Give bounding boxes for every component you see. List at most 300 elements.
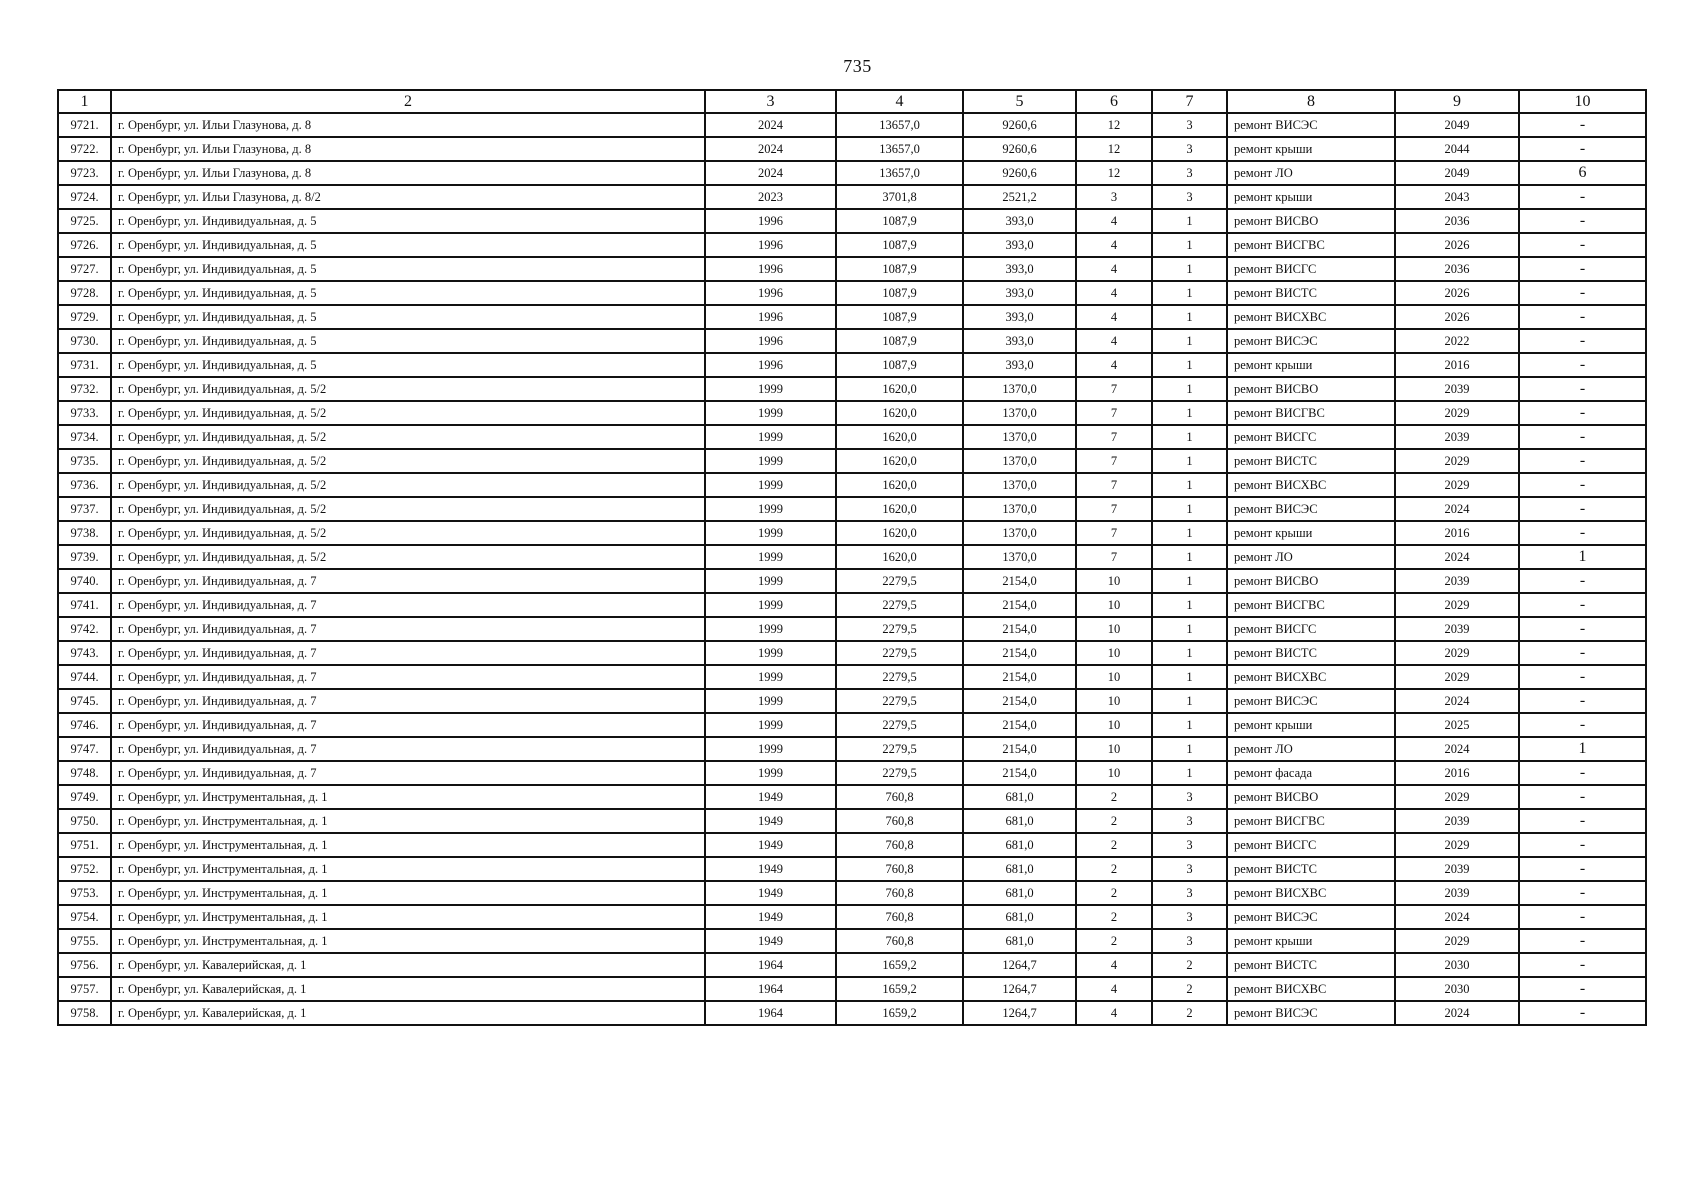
- cell-value: -: [1519, 113, 1646, 137]
- cell-value: -: [1519, 593, 1646, 617]
- cell-row-number: 9730.: [58, 329, 111, 353]
- cell-floors: 10: [1076, 737, 1152, 761]
- cell-address: г. Оренбург, ул. Индивидуальная, д. 5/2: [111, 521, 705, 545]
- cell-living-area: 393,0: [963, 329, 1076, 353]
- cell-row-number: 9724.: [58, 185, 111, 209]
- cell-work-type: ремонт крыши: [1227, 713, 1395, 737]
- cell-planned-year: 2039: [1395, 377, 1519, 401]
- cell-category: 1: [1152, 353, 1227, 377]
- cell-floors: 3: [1076, 185, 1152, 209]
- table-row: [58, 449, 1646, 473]
- cell-value: -: [1519, 305, 1646, 329]
- cell-row-number: 9740.: [58, 569, 111, 593]
- cell-total-area: 13657,0: [836, 113, 963, 137]
- cell-planned-year: 2024: [1395, 497, 1519, 521]
- cell-planned-year: 2044: [1395, 137, 1519, 161]
- cell-row-number: 9733.: [58, 401, 111, 425]
- cell-row-number: 9757.: [58, 977, 111, 1001]
- cell-living-area: 393,0: [963, 233, 1076, 257]
- table-row: [58, 329, 1646, 353]
- cell-year-built: 2023: [705, 185, 836, 209]
- cell-year-built: 1949: [705, 833, 836, 857]
- cell-floors: 2: [1076, 929, 1152, 953]
- table-row: [58, 281, 1646, 305]
- cell-address: г. Оренбург, ул. Индивидуальная, д. 5: [111, 305, 705, 329]
- cell-row-number: 9750.: [58, 809, 111, 833]
- cell-row-number: 9729.: [58, 305, 111, 329]
- cell-work-type: ремонт крыши: [1227, 185, 1395, 209]
- cell-floors: 2: [1076, 857, 1152, 881]
- cell-total-area: 1087,9: [836, 353, 963, 377]
- col-header: 3: [705, 90, 836, 113]
- cell-year-built: 1996: [705, 353, 836, 377]
- cell-category: 1: [1152, 449, 1227, 473]
- cell-year-built: 1996: [705, 305, 836, 329]
- cell-total-area: 760,8: [836, 809, 963, 833]
- table-row: [58, 953, 1646, 977]
- table-row: [58, 737, 1646, 761]
- cell-address: г. Оренбург, ул. Инструментальная, д. 1: [111, 857, 705, 881]
- table-row: [58, 569, 1646, 593]
- cell-row-number: 9737.: [58, 497, 111, 521]
- cell-address: г. Оренбург, ул. Инструментальная, д. 1: [111, 905, 705, 929]
- col-header: 6: [1076, 90, 1152, 113]
- cell-row-number: 9725.: [58, 209, 111, 233]
- cell-category: 1: [1152, 425, 1227, 449]
- cell-work-type: ремонт ВИСГВС: [1227, 401, 1395, 425]
- table-row: [58, 521, 1646, 545]
- cell-address: г. Оренбург, ул. Ильи Глазунова, д. 8: [111, 113, 705, 137]
- cell-living-area: 681,0: [963, 833, 1076, 857]
- cell-address: г. Оренбург, ул. Индивидуальная, д. 5/2: [111, 497, 705, 521]
- cell-address: г. Оренбург, ул. Ильи Глазунова, д. 8/2: [111, 185, 705, 209]
- cell-category: 1: [1152, 257, 1227, 281]
- cell-living-area: 681,0: [963, 785, 1076, 809]
- cell-value: -: [1519, 521, 1646, 545]
- cell-floors: 10: [1076, 689, 1152, 713]
- table-row: [58, 833, 1646, 857]
- cell-category: 2: [1152, 977, 1227, 1001]
- cell-value: -: [1519, 401, 1646, 425]
- cell-year-built: 2024: [705, 161, 836, 185]
- cell-floors: 4: [1076, 977, 1152, 1001]
- cell-value: -: [1519, 833, 1646, 857]
- cell-planned-year: 2036: [1395, 209, 1519, 233]
- cell-row-number: 9743.: [58, 641, 111, 665]
- table-row: [58, 497, 1646, 521]
- cell-category: 1: [1152, 281, 1227, 305]
- cell-address: г. Оренбург, ул. Инструментальная, д. 1: [111, 881, 705, 905]
- cell-work-type: ремонт крыши: [1227, 929, 1395, 953]
- cell-value: -: [1519, 953, 1646, 977]
- cell-value: -: [1519, 329, 1646, 353]
- cell-total-area: 1620,0: [836, 545, 963, 569]
- table-row: [58, 857, 1646, 881]
- cell-floors: 10: [1076, 713, 1152, 737]
- table-row: [58, 785, 1646, 809]
- cell-floors: 10: [1076, 665, 1152, 689]
- cell-planned-year: 2026: [1395, 305, 1519, 329]
- cell-total-area: 1087,9: [836, 305, 963, 329]
- cell-floors: 4: [1076, 209, 1152, 233]
- cell-year-built: 1996: [705, 329, 836, 353]
- table-row: [58, 1001, 1646, 1025]
- cell-year-built: 1999: [705, 761, 836, 785]
- cell-living-area: 2154,0: [963, 641, 1076, 665]
- cell-floors: 10: [1076, 641, 1152, 665]
- cell-living-area: 1370,0: [963, 401, 1076, 425]
- cell-total-area: 2279,5: [836, 713, 963, 737]
- cell-row-number: 9746.: [58, 713, 111, 737]
- cell-category: 1: [1152, 761, 1227, 785]
- cell-work-type: ремонт ВИСВО: [1227, 209, 1395, 233]
- cell-planned-year: 2029: [1395, 665, 1519, 689]
- cell-category: 1: [1152, 641, 1227, 665]
- cell-category: 1: [1152, 233, 1227, 257]
- cell-work-type: ремонт ВИСЭС: [1227, 113, 1395, 137]
- cell-address: г. Оренбург, ул. Индивидуальная, д. 7: [111, 569, 705, 593]
- cell-floors: 2: [1076, 809, 1152, 833]
- cell-planned-year: 2029: [1395, 473, 1519, 497]
- cell-living-area: 1370,0: [963, 377, 1076, 401]
- cell-living-area: 681,0: [963, 929, 1076, 953]
- cell-value: -: [1519, 785, 1646, 809]
- cell-floors: 10: [1076, 569, 1152, 593]
- cell-floors: 7: [1076, 425, 1152, 449]
- cell-total-area: 2279,5: [836, 593, 963, 617]
- cell-floors: 7: [1076, 401, 1152, 425]
- cell-year-built: 1996: [705, 233, 836, 257]
- cell-value: -: [1519, 425, 1646, 449]
- cell-row-number: 9749.: [58, 785, 111, 809]
- cell-value: -: [1519, 809, 1646, 833]
- cell-row-number: 9752.: [58, 857, 111, 881]
- table-row: [58, 257, 1646, 281]
- cell-work-type: ремонт ВИСТС: [1227, 449, 1395, 473]
- cell-planned-year: 2025: [1395, 713, 1519, 737]
- cell-category: 1: [1152, 377, 1227, 401]
- cell-work-type: ремонт ВИСТС: [1227, 641, 1395, 665]
- cell-row-number: 9723.: [58, 161, 111, 185]
- cell-category: 1: [1152, 617, 1227, 641]
- cell-year-built: 1999: [705, 449, 836, 473]
- header-row: [58, 90, 1646, 113]
- cell-total-area: 1087,9: [836, 257, 963, 281]
- cell-total-area: 1087,9: [836, 233, 963, 257]
- table-row: [58, 929, 1646, 953]
- cell-planned-year: 2029: [1395, 401, 1519, 425]
- cell-value: -: [1519, 713, 1646, 737]
- cell-category: 1: [1152, 497, 1227, 521]
- cell-category: 1: [1152, 689, 1227, 713]
- cell-category: 1: [1152, 209, 1227, 233]
- cell-category: 1: [1152, 545, 1227, 569]
- table-row: [58, 473, 1646, 497]
- cell-planned-year: 2029: [1395, 641, 1519, 665]
- cell-category: 1: [1152, 473, 1227, 497]
- cell-value: -: [1519, 665, 1646, 689]
- cell-total-area: 760,8: [836, 929, 963, 953]
- cell-year-built: 1999: [705, 425, 836, 449]
- cell-year-built: 1964: [705, 1001, 836, 1025]
- cell-address: г. Оренбург, ул. Индивидуальная, д. 7: [111, 641, 705, 665]
- cell-value: -: [1519, 617, 1646, 641]
- cell-floors: 12: [1076, 137, 1152, 161]
- cell-category: 1: [1152, 665, 1227, 689]
- cell-floors: 4: [1076, 353, 1152, 377]
- cell-planned-year: 2039: [1395, 881, 1519, 905]
- cell-address: г. Оренбург, ул. Индивидуальная, д. 5: [111, 257, 705, 281]
- cell-address: г. Оренбург, ул. Индивидуальная, д. 7: [111, 689, 705, 713]
- cell-year-built: 1964: [705, 953, 836, 977]
- cell-year-built: 1999: [705, 401, 836, 425]
- cell-address: г. Оренбург, ул. Индивидуальная, д. 5: [111, 329, 705, 353]
- cell-work-type: ремонт ВИСХВС: [1227, 881, 1395, 905]
- cell-address: г. Оренбург, ул. Индивидуальная, д. 5/2: [111, 425, 705, 449]
- cell-row-number: 9755.: [58, 929, 111, 953]
- cell-work-type: ремонт ВИСЭС: [1227, 329, 1395, 353]
- cell-living-area: 681,0: [963, 857, 1076, 881]
- cell-floors: 4: [1076, 305, 1152, 329]
- col-header: 5: [963, 90, 1076, 113]
- cell-floors: 2: [1076, 905, 1152, 929]
- cell-row-number: 9731.: [58, 353, 111, 377]
- cell-planned-year: 2026: [1395, 281, 1519, 305]
- cell-year-built: 1996: [705, 257, 836, 281]
- cell-total-area: 1659,2: [836, 953, 963, 977]
- cell-living-area: 1264,7: [963, 1001, 1076, 1025]
- cell-work-type: ремонт крыши: [1227, 521, 1395, 545]
- cell-address: г. Оренбург, ул. Инструментальная, д. 1: [111, 809, 705, 833]
- cell-total-area: 3701,8: [836, 185, 963, 209]
- cell-floors: 10: [1076, 617, 1152, 641]
- cell-floors: 7: [1076, 473, 1152, 497]
- cell-address: г. Оренбург, ул. Индивидуальная, д. 7: [111, 617, 705, 641]
- cell-row-number: 9739.: [58, 545, 111, 569]
- cell-year-built: 1964: [705, 977, 836, 1001]
- cell-row-number: 9738.: [58, 521, 111, 545]
- cell-year-built: 2024: [705, 137, 836, 161]
- cell-work-type: ремонт крыши: [1227, 353, 1395, 377]
- cell-row-number: 9756.: [58, 953, 111, 977]
- cell-work-type: ремонт ВИСГС: [1227, 425, 1395, 449]
- cell-value: 1: [1519, 737, 1646, 761]
- cell-total-area: 1087,9: [836, 209, 963, 233]
- cell-row-number: 9727.: [58, 257, 111, 281]
- cell-value: -: [1519, 905, 1646, 929]
- cell-work-type: ремонт ВИСВО: [1227, 377, 1395, 401]
- cell-floors: 4: [1076, 329, 1152, 353]
- cell-address: г. Оренбург, ул. Индивидуальная, д. 5: [111, 281, 705, 305]
- cell-planned-year: 2016: [1395, 761, 1519, 785]
- cell-living-area: 681,0: [963, 881, 1076, 905]
- cell-planned-year: 2024: [1395, 737, 1519, 761]
- table-row: [58, 977, 1646, 1001]
- cell-planned-year: 2024: [1395, 1001, 1519, 1025]
- cell-category: 3: [1152, 185, 1227, 209]
- cell-category: 1: [1152, 593, 1227, 617]
- cell-year-built: 1949: [705, 785, 836, 809]
- cell-work-type: ремонт ВИСГВС: [1227, 809, 1395, 833]
- cell-work-type: ремонт ВИСХВС: [1227, 473, 1395, 497]
- cell-total-area: 760,8: [836, 905, 963, 929]
- cell-total-area: 13657,0: [836, 137, 963, 161]
- cell-work-type: ремонт ВИСТС: [1227, 857, 1395, 881]
- cell-year-built: 1999: [705, 497, 836, 521]
- cell-planned-year: 2030: [1395, 953, 1519, 977]
- cell-value: -: [1519, 881, 1646, 905]
- cell-category: 1: [1152, 521, 1227, 545]
- cell-planned-year: 2024: [1395, 545, 1519, 569]
- cell-planned-year: 2022: [1395, 329, 1519, 353]
- cell-value: -: [1519, 353, 1646, 377]
- cell-category: 1: [1152, 401, 1227, 425]
- cell-living-area: 1264,7: [963, 977, 1076, 1001]
- cell-work-type: ремонт ВИСВО: [1227, 785, 1395, 809]
- cell-address: г. Оренбург, ул. Индивидуальная, д. 5: [111, 353, 705, 377]
- cell-value: -: [1519, 449, 1646, 473]
- table-row: [58, 593, 1646, 617]
- cell-floors: 12: [1076, 161, 1152, 185]
- cell-floors: 7: [1076, 377, 1152, 401]
- cell-total-area: 1620,0: [836, 449, 963, 473]
- cell-work-type: ремонт ВИСГС: [1227, 833, 1395, 857]
- cell-year-built: 1996: [705, 209, 836, 233]
- cell-living-area: 393,0: [963, 305, 1076, 329]
- cell-total-area: 1620,0: [836, 473, 963, 497]
- cell-category: 3: [1152, 881, 1227, 905]
- cell-year-built: 1949: [705, 809, 836, 833]
- cell-address: г. Оренбург, ул. Индивидуальная, д. 5/2: [111, 545, 705, 569]
- cell-floors: 10: [1076, 761, 1152, 785]
- cell-address: г. Оренбург, ул. Индивидуальная, д. 7: [111, 761, 705, 785]
- cell-total-area: 760,8: [836, 785, 963, 809]
- cell-planned-year: 2039: [1395, 569, 1519, 593]
- cell-value: -: [1519, 569, 1646, 593]
- cell-value: -: [1519, 977, 1646, 1001]
- cell-row-number: 9735.: [58, 449, 111, 473]
- col-header: 1: [58, 90, 111, 113]
- cell-year-built: 1999: [705, 665, 836, 689]
- cell-planned-year: 2026: [1395, 233, 1519, 257]
- cell-living-area: 1370,0: [963, 425, 1076, 449]
- cell-row-number: 9747.: [58, 737, 111, 761]
- cell-address: г. Оренбург, ул. Индивидуальная, д. 5: [111, 233, 705, 257]
- cell-row-number: 9742.: [58, 617, 111, 641]
- cell-living-area: 393,0: [963, 353, 1076, 377]
- cell-planned-year: 2039: [1395, 809, 1519, 833]
- cell-total-area: 760,8: [836, 833, 963, 857]
- cell-address: г. Оренбург, ул. Индивидуальная, д. 7: [111, 713, 705, 737]
- cell-living-area: 1370,0: [963, 545, 1076, 569]
- cell-floors: 4: [1076, 1001, 1152, 1025]
- cell-living-area: 393,0: [963, 209, 1076, 233]
- cell-total-area: 13657,0: [836, 161, 963, 185]
- cell-year-built: 1999: [705, 689, 836, 713]
- table-body: [58, 90, 1646, 1025]
- cell-living-area: 1370,0: [963, 449, 1076, 473]
- table-row: [58, 881, 1646, 905]
- cell-living-area: 393,0: [963, 257, 1076, 281]
- cell-category: 3: [1152, 929, 1227, 953]
- cell-work-type: ремонт ВИСГВС: [1227, 233, 1395, 257]
- col-header: 10: [1519, 90, 1646, 113]
- table-row: [58, 761, 1646, 785]
- cell-planned-year: 2024: [1395, 689, 1519, 713]
- cell-row-number: 9728.: [58, 281, 111, 305]
- cell-year-built: 1999: [705, 617, 836, 641]
- cell-living-area: 2154,0: [963, 617, 1076, 641]
- cell-row-number: 9722.: [58, 137, 111, 161]
- cell-floors: 2: [1076, 881, 1152, 905]
- cell-work-type: ремонт фасада: [1227, 761, 1395, 785]
- cell-category: 1: [1152, 713, 1227, 737]
- cell-value: -: [1519, 689, 1646, 713]
- cell-living-area: 1370,0: [963, 497, 1076, 521]
- cell-total-area: 1620,0: [836, 377, 963, 401]
- cell-planned-year: 2049: [1395, 161, 1519, 185]
- cell-category: 3: [1152, 161, 1227, 185]
- cell-total-area: 2279,5: [836, 761, 963, 785]
- cell-address: г. Оренбург, ул. Индивидуальная, д. 5: [111, 209, 705, 233]
- cell-year-built: 1999: [705, 377, 836, 401]
- cell-address: г. Оренбург, ул. Кавалерийская, д. 1: [111, 1001, 705, 1025]
- cell-living-area: 9260,6: [963, 137, 1076, 161]
- cell-planned-year: 2030: [1395, 977, 1519, 1001]
- cell-value: 6: [1519, 161, 1646, 185]
- cell-year-built: 1999: [705, 521, 836, 545]
- cell-category: 3: [1152, 785, 1227, 809]
- cell-living-area: 2154,0: [963, 593, 1076, 617]
- cell-value: -: [1519, 137, 1646, 161]
- table-row: [58, 185, 1646, 209]
- cell-work-type: ремонт ВИСХВС: [1227, 665, 1395, 689]
- cell-planned-year: 2039: [1395, 617, 1519, 641]
- cell-value: -: [1519, 473, 1646, 497]
- table-row: [58, 713, 1646, 737]
- cell-work-type: ремонт ЛО: [1227, 737, 1395, 761]
- cell-floors: 7: [1076, 521, 1152, 545]
- cell-planned-year: 2039: [1395, 425, 1519, 449]
- cell-category: 3: [1152, 113, 1227, 137]
- cell-year-built: 1999: [705, 713, 836, 737]
- cell-living-area: 2154,0: [963, 713, 1076, 737]
- col-header: 4: [836, 90, 963, 113]
- cell-total-area: 2279,5: [836, 569, 963, 593]
- cell-category: 1: [1152, 737, 1227, 761]
- cell-category: 2: [1152, 953, 1227, 977]
- cell-row-number: 9736.: [58, 473, 111, 497]
- cell-total-area: 1620,0: [836, 425, 963, 449]
- cell-planned-year: 2029: [1395, 449, 1519, 473]
- cell-category: 1: [1152, 305, 1227, 329]
- cell-address: г. Оренбург, ул. Ильи Глазунова, д. 8: [111, 161, 705, 185]
- cell-planned-year: 2049: [1395, 113, 1519, 137]
- cell-address: г. Оренбург, ул. Индивидуальная, д. 7: [111, 737, 705, 761]
- cell-year-built: 1999: [705, 545, 836, 569]
- cell-category: 2: [1152, 1001, 1227, 1025]
- cell-work-type: ремонт ВИСХВС: [1227, 977, 1395, 1001]
- cell-value: -: [1519, 185, 1646, 209]
- table-row: [58, 641, 1646, 665]
- cell-row-number: 9748.: [58, 761, 111, 785]
- cell-work-type: ремонт ВИСГС: [1227, 257, 1395, 281]
- cell-year-built: 1999: [705, 473, 836, 497]
- cell-planned-year: 2036: [1395, 257, 1519, 281]
- cell-total-area: 2279,5: [836, 617, 963, 641]
- cell-year-built: 1949: [705, 905, 836, 929]
- cell-year-built: 1949: [705, 857, 836, 881]
